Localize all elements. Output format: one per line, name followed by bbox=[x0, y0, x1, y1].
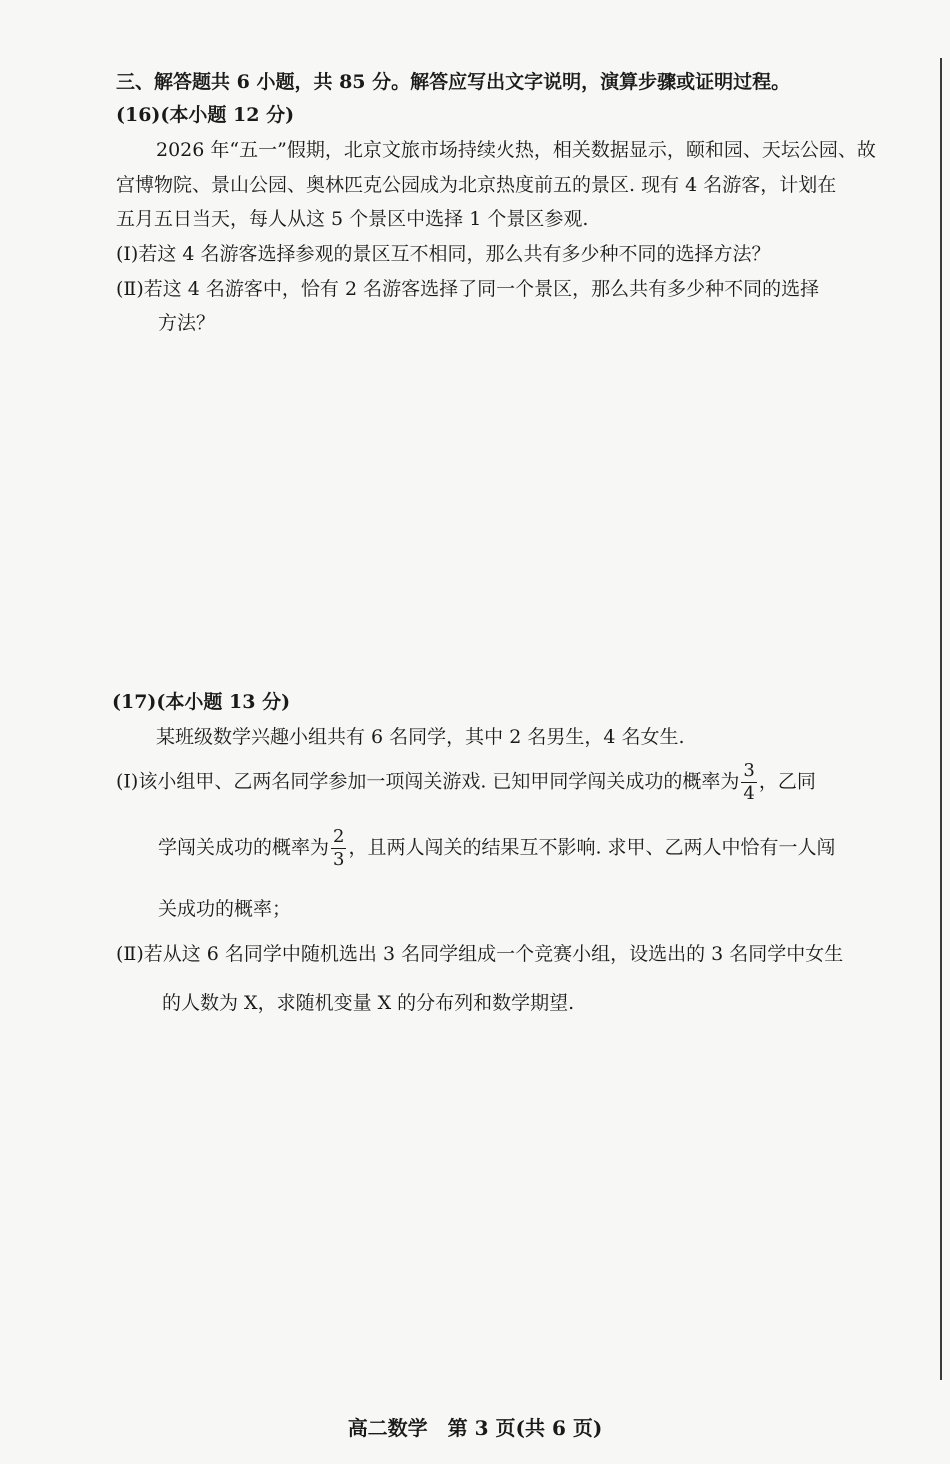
q16-stem-line-3: 五月五日当天，每人从这 5 个景区中选择 1 个景区参观. bbox=[116, 208, 589, 230]
q16-part-2-line-1: (Ⅱ)若这 4 名游客中，恰有 2 名游客选择了同一个景区，那么共有多少种不同的选择 bbox=[116, 278, 820, 300]
fraction-three-quarters bbox=[741, 762, 756, 803]
q17-header: (17)(本小题 13 分) bbox=[112, 691, 291, 713]
fraction-numerator: 2 bbox=[333, 826, 345, 847]
q17-part-1-text-a: (Ⅰ)该小组甲、乙两名同学参加一项闯关游戏. 已知甲同学闯关成功的概率为 bbox=[116, 770, 740, 793]
q16-header: (16)(本小题 12 分) bbox=[116, 104, 295, 126]
q16-part-2-line-2: 方法？ bbox=[158, 312, 216, 334]
q17-part-1-line-2 bbox=[158, 828, 836, 869]
q17-part-1-line-3: 关成功的概率； bbox=[158, 898, 292, 920]
fraction-denominator: 4 bbox=[743, 783, 755, 804]
fraction-denominator: 3 bbox=[333, 849, 345, 870]
q17-part-1-line-1 bbox=[116, 762, 816, 803]
q17-part-1-text-d: ，且两人闯关的结果互不影响. 求甲、乙两人中恰有一人闯 bbox=[348, 836, 836, 859]
q17-stem: 某班级数学兴趣小组共有 6 名同学，其中 2 名男生，4 名女生. bbox=[156, 726, 685, 748]
fraction-numerator: 3 bbox=[743, 760, 755, 781]
q17-part-2-line-1: (Ⅱ)若从这 6 名同学中随机选出 3 名同学组成一个竞赛小组，设选出的 3 名同学中女生 bbox=[116, 943, 844, 965]
q16-stem-line-1: 2026 年“五一”假期，北京文旅市场持续火热，相关数据显示，颐和园、天坛公园、故 bbox=[156, 139, 876, 161]
section-heading: 三、解答题共 6 小题，共 85 分。解答应写出文字说明，演算步骤或证明过程。 bbox=[116, 71, 791, 93]
q16-part-1: (Ⅰ)若这 4 名游客选择参观的景区互不相同，那么共有多少种不同的选择方法？ bbox=[116, 243, 771, 265]
right-margin-rule bbox=[940, 58, 942, 1380]
fraction-two-thirds bbox=[331, 828, 346, 869]
page-footer: 高二数学 第 3 页(共 6 页) bbox=[347, 1416, 603, 1440]
q17-part-1-text-b: ，乙同 bbox=[758, 770, 816, 793]
q16-stem-line-2: 宫博物院、景山公园、奥林匹克公园成为北京热度前五的景区. 现有 4 名游客，计划在 bbox=[116, 174, 837, 196]
q17-part-1-text-c: 学闯关成功的概率为 bbox=[158, 836, 330, 859]
q17-part-2-line-2: 的人数为 X，求随机变量 X 的分布列和数学期望. bbox=[162, 992, 575, 1014]
